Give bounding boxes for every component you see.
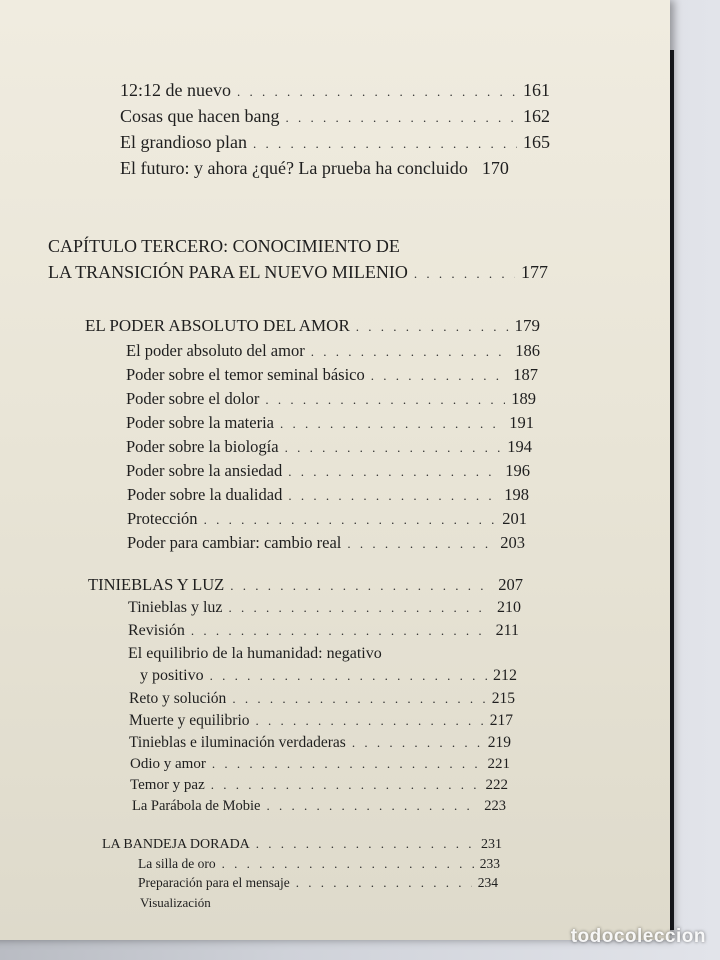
section-title: TINIEBLAS Y LUZ [88, 575, 225, 594]
toc-entry-page: 186 [515, 341, 540, 360]
toc-entry-title: Poder sobre la biología [126, 437, 279, 456]
dot-leader [285, 440, 502, 456]
toc-entry [130, 756, 510, 773]
toc-entry-title: Revisión [128, 622, 185, 639]
toc-entry-page: 165 [523, 132, 550, 152]
toc-entry-title: Protección [127, 509, 198, 528]
toc-entry [128, 622, 519, 640]
toc-entry-title: Preparación para el mensaje [138, 875, 290, 890]
toc-entry-title: y positivo [140, 667, 204, 684]
dot-leader [230, 578, 492, 594]
toc-entry [127, 485, 529, 505]
toc-entry-page: 201 [502, 509, 527, 528]
dot-leader [371, 368, 508, 384]
toc-entry-title: La Parábola de Mobie [132, 798, 261, 814]
dot-leader [288, 488, 498, 504]
toc-entry-title: Poder sobre la materia [126, 413, 274, 432]
toc-entry [120, 106, 550, 127]
toc-entry [129, 690, 515, 708]
dot-leader [288, 464, 499, 480]
toc-entry [126, 389, 536, 409]
toc-entry-title: Temor y paz [130, 777, 205, 793]
dot-leader [253, 136, 517, 152]
toc-entry-title: Cosas que hacen bang [120, 106, 280, 126]
dot-leader [211, 777, 480, 793]
toc-entry-page: 221 [487, 756, 510, 772]
dot-leader [311, 344, 510, 360]
toc-entry [130, 777, 508, 794]
dot-leader [204, 512, 497, 528]
toc-entry-title: Poder sobre el dolor [126, 389, 260, 408]
section-heading [102, 836, 502, 853]
watermark: todocoleccion [570, 926, 706, 947]
dot-leader [356, 319, 509, 335]
toc-entry-title: Odio y amor [130, 756, 206, 772]
dot-leader [414, 266, 515, 282]
toc-entry [138, 875, 498, 891]
toc-entry-page: 198 [504, 485, 529, 504]
toc-entry [126, 341, 540, 361]
toc-entry [127, 533, 525, 553]
toc-entry-title: La silla de oro [138, 856, 216, 871]
toc-entry [127, 509, 527, 529]
dot-leader [265, 392, 505, 408]
toc-entry-page: 161 [523, 80, 550, 100]
section-heading [85, 316, 540, 336]
toc-entry [126, 437, 532, 457]
dot-leader [229, 600, 491, 616]
toc-entry-page: 203 [500, 533, 525, 552]
toc-entry-title: Reto y solución [129, 690, 227, 707]
toc-entry [126, 413, 534, 433]
toc-entry-page: 189 [511, 389, 536, 408]
section-heading [88, 575, 523, 595]
toc-entry [120, 158, 550, 179]
chapter-page: 177 [521, 262, 548, 282]
toc-entry-page: 215 [491, 690, 515, 707]
toc-entry-title: Poder sobre la ansiedad [126, 461, 283, 480]
dot-leader [352, 735, 482, 751]
section-page: 231 [481, 837, 502, 852]
toc-entry [132, 798, 506, 815]
toc-entry-title: 12:12 de nuevo [120, 80, 231, 100]
dot-leader [266, 798, 478, 814]
dot-leader [237, 84, 517, 100]
toc-entry [138, 856, 500, 872]
dot-leader [191, 623, 490, 639]
toc-entry-page: 170 [481, 158, 509, 178]
dot-leader [222, 856, 474, 872]
toc-entry-page: 210 [497, 599, 521, 616]
toc-entry-page: 187 [513, 365, 538, 384]
toc-entry-page: 196 [505, 461, 530, 480]
toc-entry-title: El grandioso plan [120, 132, 247, 152]
toc-entry-page: 219 [487, 734, 511, 751]
toc-entry-page: 234 [477, 875, 498, 890]
toc-entry-page: 194 [507, 437, 532, 456]
section-page: 179 [514, 316, 540, 335]
toc-entry [140, 667, 517, 685]
toc-entry-title: Visualización [140, 895, 211, 910]
toc-entry-page: 223 [484, 798, 506, 814]
toc-entry [120, 80, 550, 101]
toc-entry [129, 734, 511, 752]
toc-entry [129, 712, 513, 730]
dot-leader [280, 416, 503, 432]
dot-leader [285, 110, 517, 126]
toc-entry-page: 162 [523, 106, 550, 126]
toc-entry-page: 211 [495, 622, 519, 639]
toc-entry-title: Poder sobre la dualidad [127, 485, 283, 504]
toc-entry [120, 132, 550, 153]
chapter-heading-line1: CAPÍTULO TERCERO: CONOCIMIENTO DE [48, 236, 400, 256]
toc-entry-page: 212 [493, 667, 517, 684]
dot-leader [256, 713, 484, 729]
toc-entry [126, 461, 530, 481]
toc-entry-title: Poder para cambiar: cambio real [127, 533, 342, 552]
toc-entry-title: El equilibrio de la humanidad: negativo [128, 645, 382, 662]
toc-entry-title: Poder sobre el temor seminal básico [126, 365, 365, 384]
toc-entry [128, 599, 521, 617]
dot-leader [256, 836, 475, 852]
toc-entry-page: 233 [479, 856, 500, 871]
toc-entry-title: Tinieblas e iluminación verdaderas [129, 734, 346, 751]
section-title: EL PODER ABSOLUTO DEL AMOR [85, 316, 350, 335]
toc-entry-title: Muerte y equilibrio [129, 712, 250, 729]
chapter-heading [48, 262, 548, 283]
dot-leader [212, 756, 482, 772]
toc-entry-title: El futuro: y ahora ¿qué? La prueba ha concluido [120, 158, 468, 178]
toc-entry-page: 217 [489, 712, 513, 729]
dot-leader [296, 875, 472, 891]
toc-entry-title: El poder absoluto del amor [126, 341, 305, 360]
toc-entry-page: 191 [509, 413, 534, 432]
dot-leader [347, 536, 494, 552]
toc-entry-title: Tinieblas y luz [128, 599, 223, 616]
toc-entry [126, 365, 538, 385]
section-page: 207 [498, 575, 523, 594]
dot-leader [232, 691, 485, 707]
toc-entry-page: 222 [485, 777, 508, 793]
chapter-heading-line2: LA TRANSICIÓN PARA EL NUEVO MILENIO [48, 262, 408, 282]
section-title: LA BANDEJA DORADA [102, 837, 250, 852]
dot-leader [210, 668, 487, 684]
